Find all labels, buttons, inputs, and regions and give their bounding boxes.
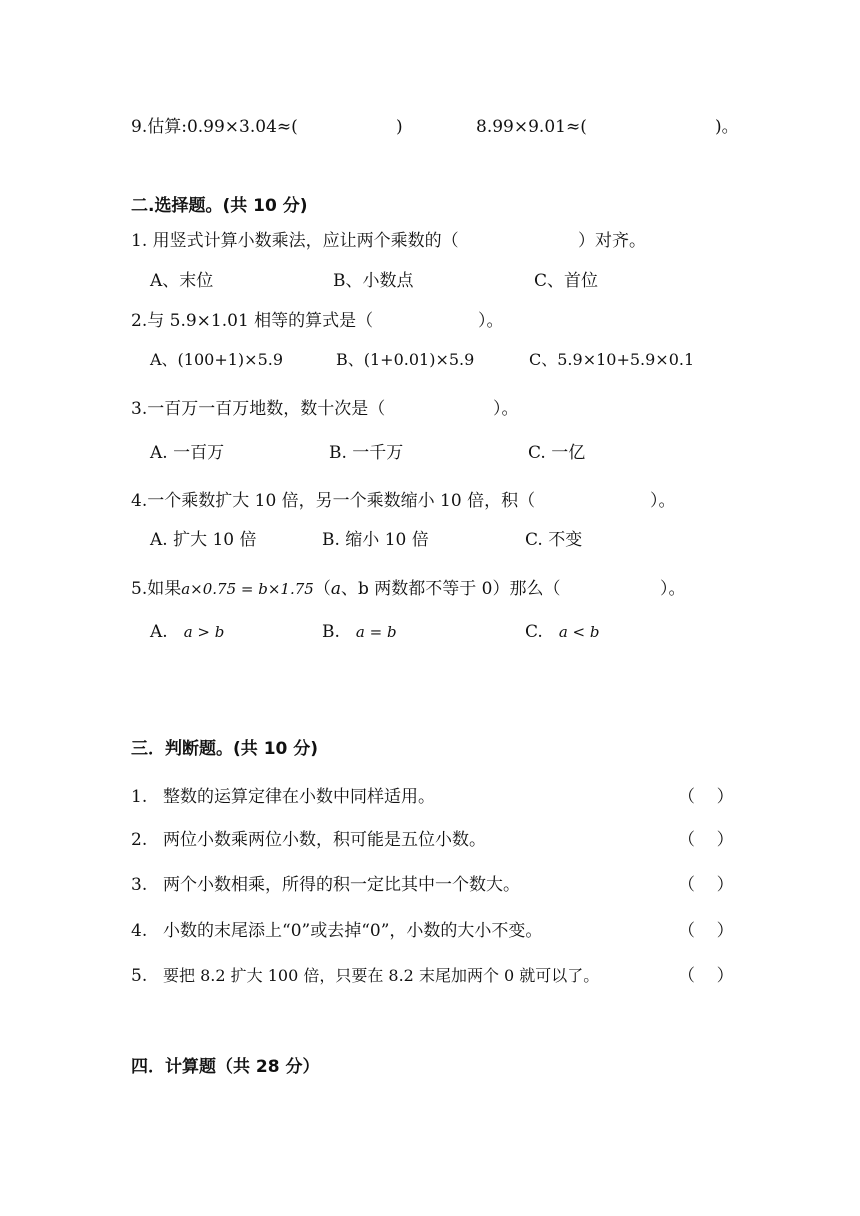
s3-item-4-answer[interactable]: （ ） <box>678 921 734 941</box>
s3-item-1-text: 整数的运算定律在小数中同样适用。 <box>163 787 435 807</box>
s3-item-1-answer[interactable]: （ ） <box>678 787 734 807</box>
s2-q4-option-a: A. 扩大 10 倍 <box>150 530 257 550</box>
s2-q5-option-c-expr: a < b <box>558 623 600 641</box>
s2-q4-stem-close: ）。 <box>650 491 676 511</box>
s2-q5-option-a <box>150 621 224 643</box>
s3-item-2-answer[interactable]: （ ） <box>678 830 734 850</box>
s2-q2-option-b: B、(1+0.01)×5.9 <box>336 350 475 369</box>
s3-item-3-text: 两个小数相乘，所得的积一定比其中一个数大。 <box>163 875 520 895</box>
q9-right: 8.99×9.01≈( <box>476 117 587 137</box>
s2-q5-stem-prefix: 5.如果 <box>131 579 182 599</box>
s2-q1-stem-close: ）对齐。 <box>578 231 646 251</box>
s2-q1-option-c: C、首位 <box>534 271 599 291</box>
s2-q5-formula: a×0.75 = b×1.75 <box>181 580 314 598</box>
s2-q5-stem <box>131 578 560 600</box>
s3-item-4-num: 4. <box>131 921 148 941</box>
q9-left: 9.估算:0.99×3.04≈( <box>131 117 298 137</box>
s2-q5-option-b <box>322 621 397 643</box>
s3-item-3-num: 3. <box>131 875 148 895</box>
s3-item-4-text: 小数的末尾添上“0”或去掉“0”，小数的大小不变。 <box>163 921 543 941</box>
s2-q2-stem-close: ）。 <box>478 311 504 331</box>
s2-q5-option-a-label: A. <box>150 622 168 642</box>
s3-item-2-num: 2. <box>131 830 148 850</box>
s3-item-5-num: 5. <box>131 966 148 986</box>
s3-item-5-text: 要把 8.2 扩大 100 倍，只要在 8.2 末尾加两个 0 就可以了。 <box>163 966 600 985</box>
s2-q4-option-c: C. 不变 <box>525 530 583 550</box>
s2-q5-option-c-label: C. <box>525 622 543 642</box>
s2-q5-option-c <box>525 621 599 643</box>
s2-q5-option-a-expr: a > b <box>183 623 225 641</box>
s3-item-3-answer[interactable]: （ ） <box>678 875 734 895</box>
section2-title: 二.选择题。(共 10 分) <box>131 196 308 216</box>
s2-q5-stem-rest: 、b 两数都不等于 0）那么（ <box>340 579 561 599</box>
s2-q5-option-b-expr: a = b <box>355 623 397 641</box>
s3-item-2-text: 两位小数乘两位小数，积可能是五位小数。 <box>163 830 486 850</box>
s3-item-5-answer[interactable]: （ ） <box>678 966 734 986</box>
section4-title: 四．计算题（共 28 分） <box>131 1057 320 1077</box>
s2-q4-option-b: B. 缩小 10 倍 <box>322 530 429 550</box>
s3-item-1-num: 1. <box>131 787 148 807</box>
s2-q5-stem-mid: （ <box>313 579 331 599</box>
s2-q5-stem-close: ）。 <box>660 579 686 599</box>
s2-q4-stem: 4.一个乘数扩大 10 倍，另一个乘数缩小 10 倍，积（ <box>131 491 536 511</box>
s2-q5-var-a: a <box>330 579 341 599</box>
s2-q3-option-c: C. 一亿 <box>528 443 586 463</box>
q9-left-close: ) <box>396 117 403 137</box>
s2-q1-stem: 1. 用竖式计算小数乘法，应让两个乘数的（ <box>131 231 459 251</box>
s2-q3-stem: 3.一百万一百万地数，数十次是（ <box>131 399 386 419</box>
q9-right-close: )。 <box>715 117 739 137</box>
s2-q1-option-b: B、小数点 <box>333 271 414 291</box>
s2-q3-option-a: A. 一百万 <box>150 443 225 463</box>
s2-q2-option-a: A、(100+1)×5.9 <box>150 350 284 369</box>
s2-q1-option-a: A、末位 <box>150 271 214 291</box>
s2-q2-stem: 2.与 5.9×1.01 相等的算式是（ <box>131 311 374 331</box>
s2-q3-stem-close: ）。 <box>493 399 519 419</box>
s2-q2-option-c: C、5.9×10+5.9×0.1 <box>529 350 695 369</box>
s2-q3-option-b: B. 一千万 <box>329 443 404 463</box>
s2-q5-option-b-label: B. <box>322 622 340 642</box>
section3-title: 三．判断题。(共 10 分) <box>131 739 319 759</box>
